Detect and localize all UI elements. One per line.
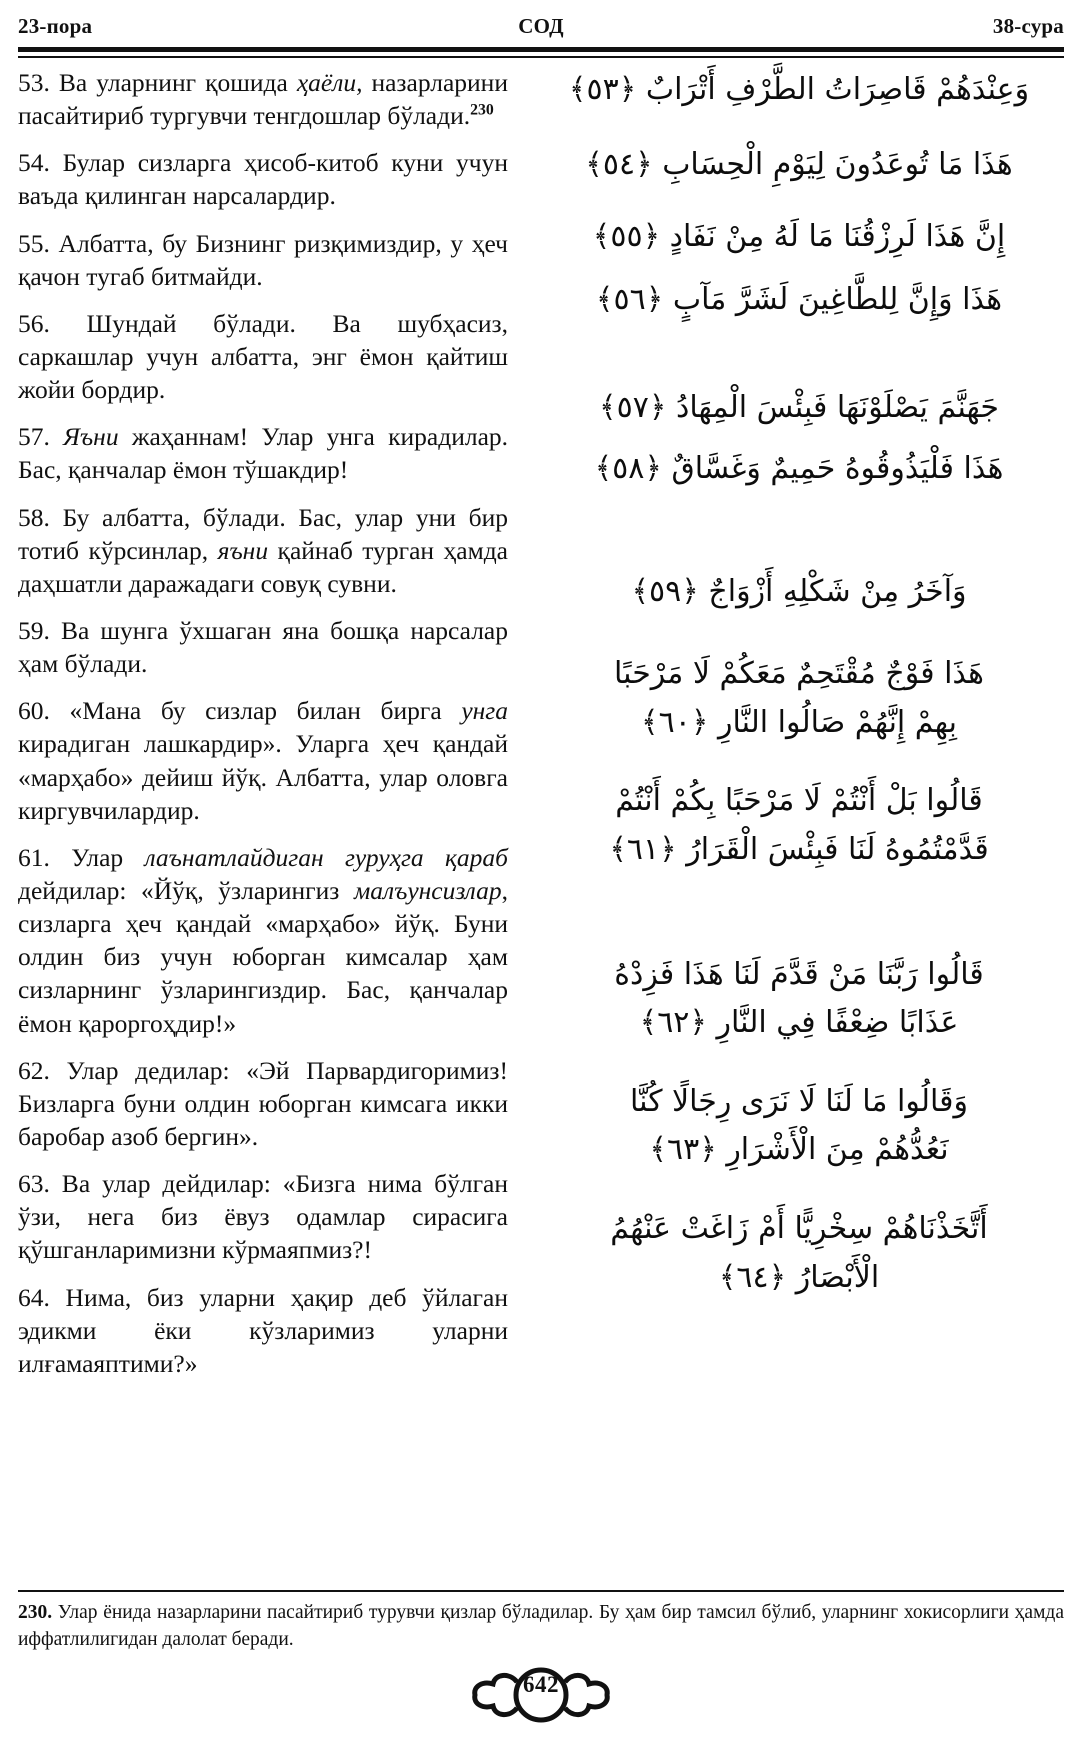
arabic-line: بِهِمْ إِنَّهُمْ صَالُوا النَّارِ ﴿٦٠﴾	[641, 704, 957, 740]
page-number: 642	[523, 1672, 559, 1697]
arabic-line: عَذَابًا ضِعْفًا فِي النَّارِ ﴿٦٢﴾	[639, 1005, 959, 1041]
page-body	[0, 66, 1082, 1576]
arabic-ayah-64	[532, 1205, 1066, 1302]
arabic-ayah-55	[532, 213, 1066, 262]
verse-number: 55.	[18, 228, 50, 258]
arabic-line: وَقَالُوا مَا لَنَا لَا نَرَى رِجَالًا كُنَّا	[630, 1083, 968, 1119]
verse-text-segment: Албатта, бу Бизнинг ризқимиздир, у ҳеч қачон тугаб битмайди.	[18, 228, 508, 291]
verse-text-segment: Булар сизларга ҳисоб-китоб куни учун ваъда қилинган нарсалардир.	[18, 148, 508, 211]
verse-emphasis: ҳаёли,	[296, 68, 363, 97]
header-surah-title: СОД	[518, 14, 564, 38]
uzbek-verse-63	[18, 1167, 508, 1266]
verse-text-segment: дейдилар: «Йўқ, ўзларингиз малъунсизлар, сизларга ҳеч қандай «марҳабо» йўқ. Буни олдин биз учун юборган кимсалар ҳам сизларнинг ўзларингиздир. Бас, қанчалар ёмон қароргоҳдир!»	[18, 875, 508, 1038]
arabic-ayah-58	[532, 445, 1066, 494]
header-juz-label: 23-пора	[18, 14, 93, 38]
verse-number: 56.	[18, 308, 50, 338]
verse-text-segment: Улар	[49, 842, 145, 872]
verse-text-segment: «Мана бу сизлар билан бирга	[49, 696, 462, 726]
uzbek-verse-59	[18, 614, 508, 680]
uzbek-verse-62	[18, 1054, 508, 1153]
verse-emphasis: Яъни	[63, 422, 119, 452]
header-rule-thin	[18, 56, 1064, 58]
arabic-line: الْأَبْصَارُ ﴿٦٤﴾	[718, 1259, 880, 1295]
uzbek-translation-column	[18, 66, 508, 1394]
verse-text-segment: Ва шунга ўхшаган яна бошқа нарсалар ҳам бўлади.	[18, 615, 508, 679]
arabic-line: هَذَا فَوْجٌ مُقْتَحِمٌ مَعَكُمْ لَا مَرْحَبًا	[614, 656, 984, 692]
arabic-line: هَذَا فَلْيَذُوقُوهُ حَمِيمٌ وَغَسَّاقٌ ﴿٥٨﴾	[594, 450, 1004, 486]
header-rule-thick	[18, 47, 1064, 52]
arabic-line: هَذَا مَا تُوعَدُونَ لِيَوْمِ الْحِسَابِ ﴿٥٤﴾	[585, 146, 1013, 182]
arabic-line: جَهَنَّمَ يَصْلَوْنَهَا فَبِئْسَ الْمِهَادُ ﴿٥٧﴾	[599, 390, 999, 426]
arabic-line: وَآخَرُ مِنْ شَكْلِهِ أَزْوَاجٌ ﴿٥٩﴾	[631, 573, 967, 609]
verse-text-segment: Шундай бўлади. Ва шубҳасиз, саркашлар учун албатта, энг ёмон қайтиш жойи бордир.	[18, 308, 508, 405]
arabic-line: قَالُوا رَبَّنَا مَنْ قَدَّمَ لَنَا هَذَا فَزِدْهُ	[614, 956, 984, 992]
uzbek-verse-61	[18, 841, 508, 1040]
verse-text-segment: Улар дедилар: «Эй Парвардигоримиз! Бизларга буни олдин юборган кимсага икки баробар азоб бергин».	[18, 1055, 508, 1151]
verse-emphasis: лаънатлайдиган гуруҳга қараб	[144, 842, 508, 872]
verse-number: 60.	[18, 696, 50, 726]
arabic-text-column	[532, 66, 1066, 1312]
arabic-ayah-54	[532, 141, 1066, 190]
verse-number: 53.	[18, 68, 50, 97]
arabic-ayah-57	[532, 384, 1066, 433]
arabic-line: وَعِنْدَهُمْ قَاصِرَاتُ الطَّرْفِ أَتْرَابٌ ﴿٥٣﴾	[568, 72, 1030, 107]
verse-text-segment: Бу албатта, бўлади. Бас, улар уни бир тотиб кўрсинлар,	[18, 502, 508, 565]
arabic-ayah-59	[532, 568, 1066, 617]
verse-text-segment	[50, 422, 63, 451]
verse-text-segment: Ва улар дейдилар: «Бизга нима бўлган ўзи, нега биз ёвуз одамлар сирасига қўшганларимизни кўрмаяпмиз?!	[18, 1169, 508, 1265]
footnote-text: Улар ёнида назарларини пасайтириб турувчи қизлар бўладилар. Бу ҳам бир тамсил бўлиб, уларнинг хокисорлиги ҳамда иффатлилигидан далолат беради.	[18, 1602, 1064, 1650]
arabic-ayah-60	[532, 650, 1066, 747]
header-surah-label: 38-сура	[992, 14, 1064, 38]
uzbek-verse-53	[18, 66, 508, 132]
uzbek-verse-60	[18, 694, 508, 827]
verse-number: 61.	[18, 842, 50, 872]
arabic-line: هَذَا وَإِنَّ لِلطَّاغِينَ لَشَرَّ مَآبٍ ﴿٥٦﴾	[595, 281, 1003, 317]
page-header	[18, 14, 1064, 48]
uzbek-verse-55	[18, 227, 508, 293]
uzbek-verse-54	[18, 146, 508, 212]
verse-number: 63.	[18, 1169, 50, 1199]
uzbek-verse-58	[18, 501, 508, 600]
verse-emphasis: унга	[461, 696, 508, 726]
arabic-line: نَعُدُّهُمْ مِنَ الْأَشْرَارِ ﴿٦٣﴾	[649, 1132, 949, 1168]
arabic-line: أَتَّخَذْنَاهُمْ سِخْرِيًّا أَمْ زَاغَتْ عَنْهُمُ	[610, 1210, 988, 1246]
verse-text-segment: назарларини пасайтириб тургувчи тенгдошлар бўлади.	[18, 68, 508, 131]
arabic-line: قَدَّمْتُمُوهُ لَنَا فَبِئْسَ الْقَرَارُ ﴿٦١﴾	[609, 831, 989, 867]
verse-number: 59.	[18, 615, 50, 645]
verse-text-segment: Нима, биз уларни ҳақир деб ўйлаган эдикми ёки кўзларимиз уларни илғамаяптими?»	[18, 1282, 508, 1378]
footnote-reference[interactable]: 230	[470, 101, 494, 119]
arabic-ayah-62	[532, 951, 1066, 1048]
arabic-ayah-63	[532, 1078, 1066, 1175]
uzbek-verse-56	[18, 307, 508, 406]
verse-number: 64.	[18, 1282, 50, 1312]
verse-text-segment: кирадиган лашкардир». Уларга ҳеч қандай «марҳабо» дейиш йўқ. Албатта, улар оловга киргувчилардир.	[18, 729, 508, 825]
arabic-ayah-56	[532, 276, 1066, 325]
uzbek-verse-57	[18, 420, 508, 486]
verse-text-segment: Ва уларнинг қошида	[49, 68, 297, 97]
footnote-separator	[18, 1590, 1064, 1592]
arabic-ayah-61	[532, 777, 1066, 874]
verse-number: 54.	[18, 148, 50, 178]
arabic-line: إِنَّ هَذَا لَرِزْقُنَا مَا لَهُ مِنْ نَفَادٍ ﴿٥٥﴾	[592, 219, 1006, 255]
verse-number: 58.	[18, 502, 50, 532]
verse-text-segment: қайнаб турган ҳамда даҳшатли даражадаги совуқ сувни.	[18, 535, 509, 598]
arabic-line: قَالُوا بَلْ أَنْتُمْ لَا مَرْحَبًا بِكُمْ أَنْتُمْ	[615, 783, 983, 819]
arabic-ayah-53	[532, 66, 1066, 115]
uzbek-verse-64	[18, 1281, 508, 1380]
verse-number: 62.	[18, 1055, 50, 1085]
footnote-230	[18, 1600, 1064, 1654]
verse-number: 57.	[18, 422, 50, 452]
verse-emphasis: яъни	[217, 535, 269, 565]
footnote-number: 230.	[18, 1602, 53, 1623]
verse-text-segment: жаҳаннам! Улар унга кирадилар. Бас, қанчалар ёмон тўшакдир!	[18, 422, 509, 485]
